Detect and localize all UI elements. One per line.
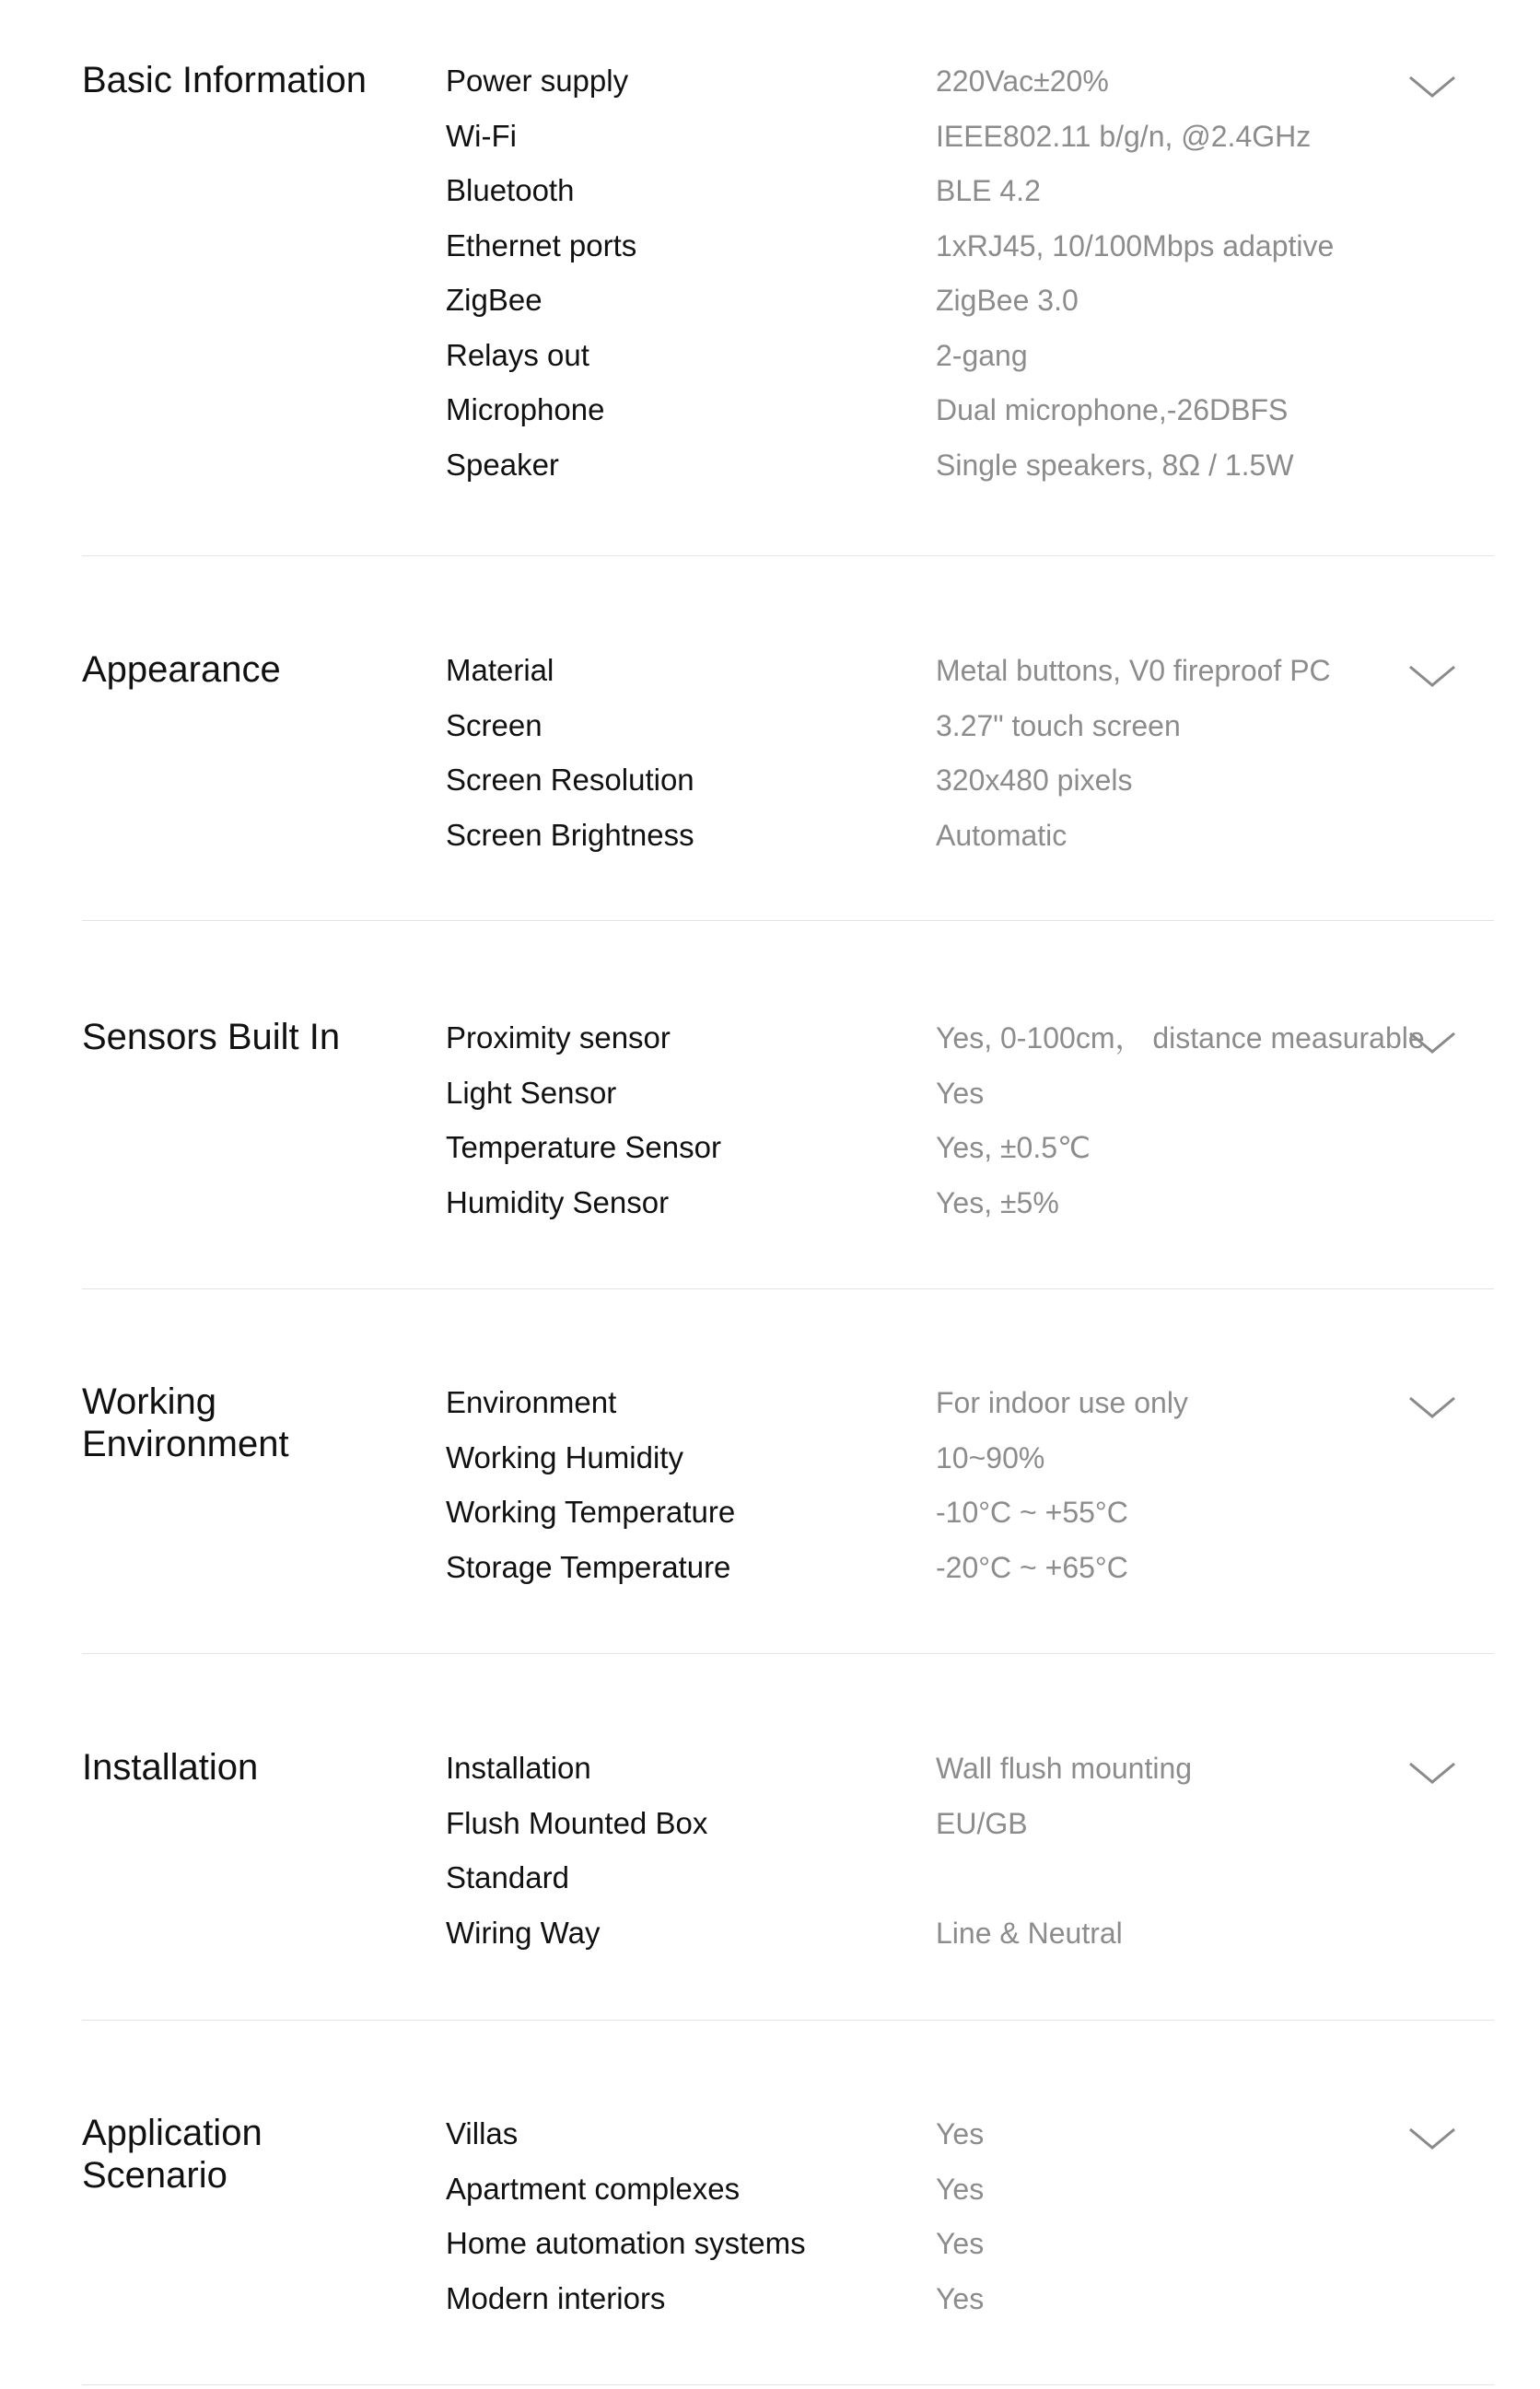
spec-value: 3.27" touch screen: [936, 708, 1181, 742]
spec-label: Installation: [446, 1751, 591, 1785]
spec-label: ZigBee: [446, 283, 542, 317]
spec-label: Bluetooth: [446, 173, 575, 207]
spec-row: [446, 1127, 1422, 1183]
spec-label: Microphone: [446, 392, 605, 426]
spec-value: Single speakers, 8Ω / 1.5W: [936, 448, 1294, 482]
spec-row: [446, 2169, 1422, 2224]
section-title: Sensors Built In: [82, 1017, 341, 1057]
spec-list: [82, 0, 1494, 2385]
spec-row: [446, 1382, 1422, 1438]
spec-value: Yes: [936, 2172, 985, 2206]
spec-row: [446, 390, 1422, 445]
spec-row: [446, 2114, 1422, 2169]
spec-value: Yes: [936, 2227, 985, 2260]
spec-value: Metal buttons, V0 fireproof PC: [936, 654, 1331, 687]
spec-row: [446, 705, 1422, 761]
spec-row: [446, 61, 1422, 116]
spec-value: Yes: [936, 2117, 985, 2150]
spec-value: Automatic: [936, 818, 1068, 852]
spec-row: [446, 2278, 1422, 2334]
spec-label: Proximity sensor: [446, 1020, 671, 1055]
spec-value: Yes: [936, 2281, 985, 2315]
spec-row: [446, 760, 1422, 815]
spec-label: Standard: [446, 1860, 569, 1894]
spec-label: Screen: [446, 707, 542, 742]
section-application-scenario: [82, 2021, 1494, 2385]
spec-row: [446, 1018, 1425, 1073]
spec-value: -10°C ~ +55°C: [936, 1496, 1128, 1529]
spec-label: Modern interiors: [446, 2280, 666, 2315]
section-title: Working Environment: [82, 1381, 289, 1464]
spec-label: Home automation systems: [446, 2226, 806, 2260]
spec-rows: [446, 1748, 1422, 1967]
spec-value: 320x480 pixels: [936, 763, 1133, 797]
spec-row: [446, 1438, 1422, 1493]
spec-label: Light Sensor: [446, 1075, 617, 1110]
spec-label: Material: [446, 653, 554, 687]
section-sensors-built-in: [82, 921, 1494, 1289]
spec-value: Line & Neutral: [936, 1916, 1123, 1950]
spec-label: Temperature Sensor: [446, 1130, 721, 1164]
spec-label: Wiring Way: [446, 1915, 601, 1950]
spec-value: Yes, ±5%: [936, 1185, 1059, 1219]
section-title: Installation: [82, 1747, 259, 1788]
spec-value: Yes: [936, 1076, 985, 1110]
spec-value: 10~90%: [936, 1440, 1045, 1474]
section-working-environment: [82, 1289, 1494, 1654]
spec-label: Relays out: [446, 337, 589, 372]
spec-label: Apartment complexes: [446, 2171, 741, 2206]
section-installation: [82, 1654, 1494, 2021]
spec-label: Humidity Sensor: [446, 1184, 670, 1219]
spec-row: [446, 445, 1422, 500]
spec-row: [446, 1183, 1422, 1238]
spec-value: ZigBee 3.0: [936, 284, 1079, 317]
spec-value: IEEE802.11 b/g/n, @2.4GHz: [936, 119, 1312, 153]
spec-value: EU/GB: [936, 1806, 1028, 1840]
spec-label: Speaker: [446, 447, 559, 482]
spec-row: [446, 1803, 1422, 1859]
spec-rows: [446, 2114, 1422, 2333]
spec-label: Screen Brightness: [446, 817, 694, 852]
spec-row: [446, 815, 1422, 870]
spec-label: Environment: [446, 1385, 617, 1419]
spec-value: Yes, ±0.5℃: [936, 1131, 1091, 1164]
spec-row: [446, 1913, 1422, 1968]
section-basic-information: [82, 0, 1494, 556]
spec-value: Yes, 0-100cm， distance measurable: [936, 1021, 1425, 1055]
spec-label: Ethernet ports: [446, 227, 637, 262]
spec-label: Flush Mounted Box: [446, 1805, 708, 1840]
spec-value: BLE 4.2: [936, 174, 1041, 207]
spec-rows: [446, 61, 1422, 499]
section-title: Appearance: [82, 649, 281, 690]
spec-value: Wall flush mounting: [936, 1752, 1193, 1785]
spec-value: 1xRJ45, 10/100Mbps adaptive: [936, 228, 1335, 262]
section-appearance: [82, 556, 1494, 921]
spec-row: [446, 2223, 1422, 2278]
spec-row: [446, 280, 1422, 335]
spec-value: 2-gang: [936, 338, 1028, 372]
spec-rows: [446, 1018, 1425, 1237]
spec-row: [446, 650, 1422, 705]
spec-row: [446, 1858, 1422, 1913]
spec-row: [446, 1073, 1422, 1128]
spec-label: Working Temperature: [446, 1495, 736, 1529]
spec-row: [446, 1748, 1422, 1803]
spec-label: Wi-Fi: [446, 118, 517, 153]
spec-value: 220Vac±20%: [936, 64, 1109, 98]
spec-value: For indoor use only: [936, 1386, 1188, 1419]
spec-value: Dual microphone,-26DBFS: [936, 393, 1289, 426]
spec-label: Power supply: [446, 64, 629, 98]
spec-value: -20°C ~ +65°C: [936, 1550, 1128, 1584]
spec-rows: [446, 1382, 1422, 1602]
spec-row: [446, 170, 1422, 226]
section-title: Basic Information: [82, 60, 368, 100]
spec-rows: [446, 650, 1422, 869]
spec-label: Storage Temperature: [446, 1549, 731, 1584]
spec-label: Screen Resolution: [446, 763, 694, 797]
spec-row: [446, 1547, 1422, 1602]
spec-row: [446, 335, 1422, 390]
spec-row: [446, 116, 1422, 171]
spec-label: Working Humidity: [446, 1439, 683, 1474]
section-title: Application Scenario: [82, 2113, 262, 2196]
spec-row: [446, 1492, 1422, 1547]
spec-row: [446, 226, 1422, 281]
spec-label: Villas: [446, 2116, 519, 2150]
